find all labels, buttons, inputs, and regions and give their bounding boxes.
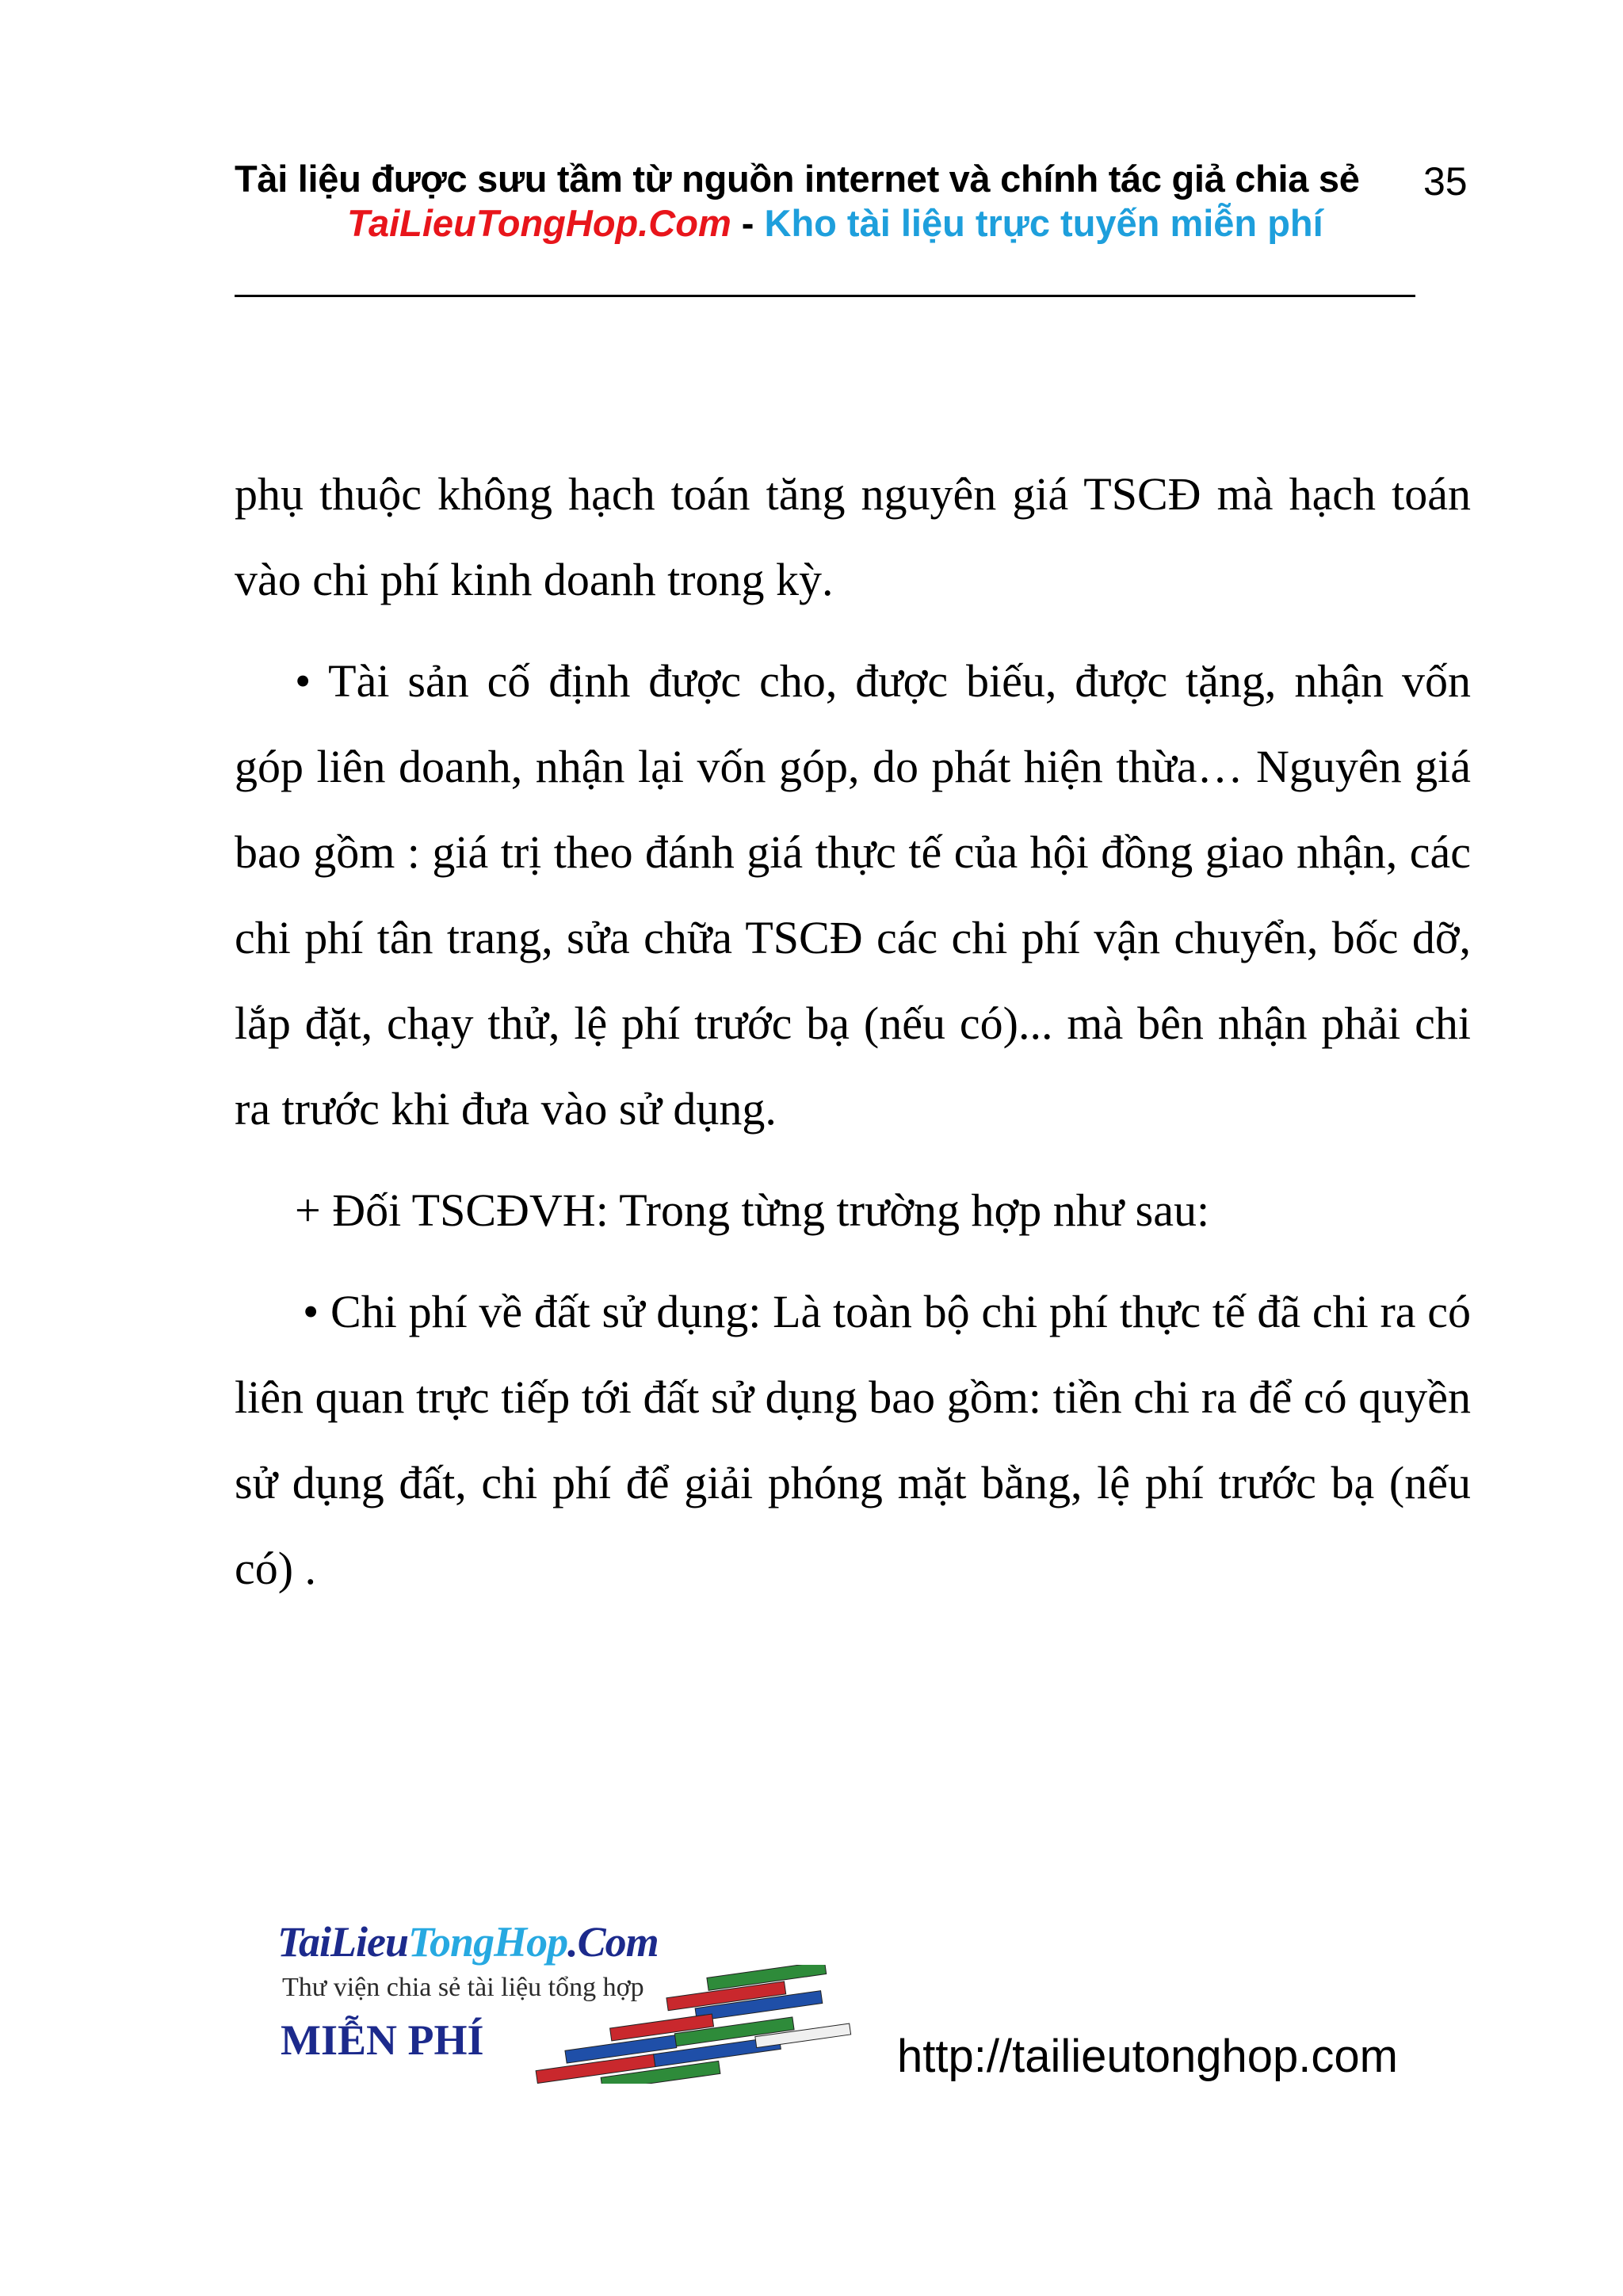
footer-logo[interactable]: [277, 1917, 888, 2084]
logo-title-part1: TaiLieu: [277, 1918, 409, 1966]
header-site-line: [347, 201, 1323, 245]
paragraph-4: • Chi phí về đất sử dụng: Là toàn bộ chi phí thực tế đã chi ra có liên quan trực tiếp tới đất sử dụng bao gồm: tiền chi ra để có quyền sử dụng đất, chi phí để giải phóng mặt bằng, lệ phí trước bạ (nếu có) .: [235, 1286, 1471, 1594]
logo-free-label: MIỄN PHÍ: [281, 2016, 484, 2064]
page-number: 35: [1423, 159, 1468, 204]
header-slogan: Kho tài liệu trực tuyến miễn phí: [764, 202, 1323, 244]
paragraph-1: phụ thuộc không hạch toán tăng nguyên giá TSCĐ mà hạch toán vào chi phí kinh doanh trong kỳ.: [235, 468, 1471, 605]
paragraph-2: • Tài sản cố định được cho, được biếu, được tặng, nhận vốn góp liên doanh, nhận lại vốn góp, do phát hiện thừa… Nguyên giá bao gồm : giá trị theo đánh giá thực tế của hội đồng giao nhận, các chi phí tân trang, sửa chữa TSCĐ các chi phí vận chuyển, bốc dỡ, lắp đặt, chạy thử, lệ phí trước bạ (nếu có)... mà bên nhận phải chi ra trước khi đưa vào sử dụng.: [235, 655, 1471, 1135]
header-separator: -: [731, 202, 765, 244]
header-source-note: Tài liệu được sưu tầm từ nguồn internet và chính tác giả chia sẻ: [235, 158, 1360, 200]
footer-url-link[interactable]: http://tailieutonghop.com: [897, 2031, 1398, 2082]
logo-title-part3: .Com: [567, 1918, 659, 1966]
paragraph-3: + Đối TSCĐVH: Trong từng trường hợp như sau:: [295, 1184, 1210, 1236]
logo-title-part2: TongHop: [408, 1918, 568, 1966]
logo-title: [277, 1917, 659, 1966]
header-site-name[interactable]: TaiLieuTongHop.Com: [347, 202, 731, 244]
header-divider: [235, 295, 1415, 297]
logo-tagline: Thư viện chia sẻ tài liệu tổng hợp: [282, 1973, 644, 2002]
books-icon: [515, 1965, 888, 2084]
document-body: [235, 452, 1471, 1611]
